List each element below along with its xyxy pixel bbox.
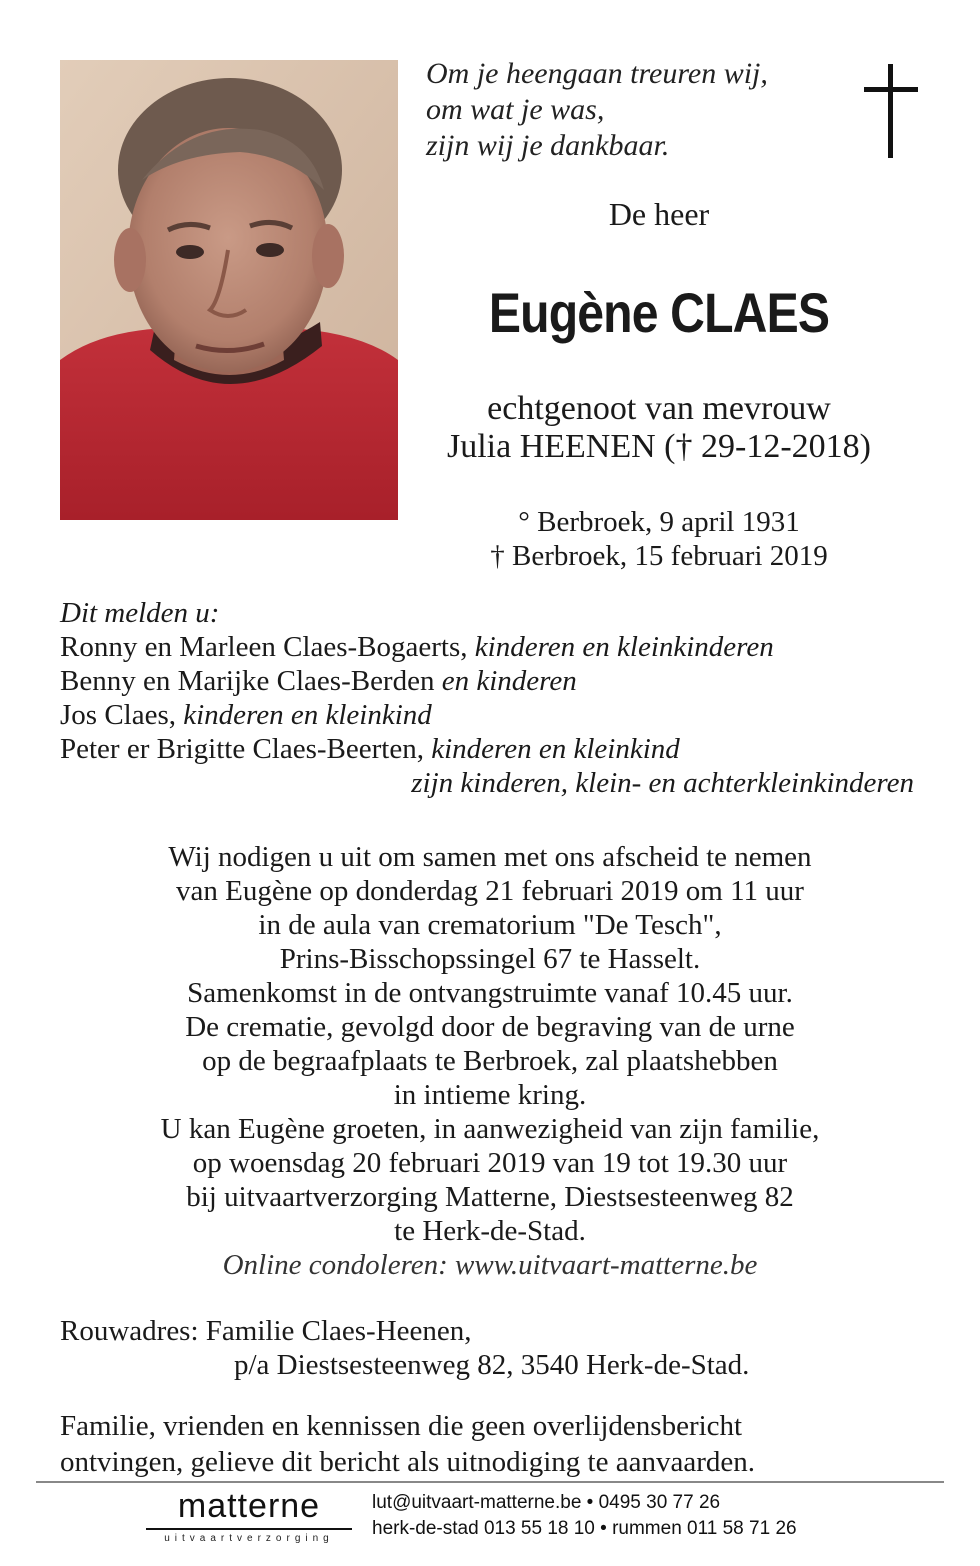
family-row [60,630,920,664]
death-date: † Berbroek, 15 februari 2019 [490,540,828,572]
company-logo [146,1486,352,1544]
invitation-line: op woensdag 20 februari 2019 van 19 tot 19.30 uur [192,1147,788,1179]
poem-line: om wat je was, [426,93,605,126]
invitation-line: te Herk-de-Stad. [394,1215,586,1247]
logo-subtitle: uitvaartverzorging [164,1533,334,1544]
family-names: Peter er Brigitte Claes-Beerten, [60,733,424,765]
birth-date: ° Berbroek, 9 april 1931 [518,506,800,538]
final-note-line: ontvingen, gelieve dit bericht als uitnodiging te aanvaarden. [60,1446,755,1478]
address-line-2: p/a Diestsesteenweg 82, 3540 Herk-de-Stad. [234,1349,750,1381]
invitation [40,840,940,1282]
family-names: Ronny en Marleen Claes-Bogaerts, [60,631,468,663]
announcement-intro: Dit melden u: [60,597,220,629]
address-line-1: Rouwadres: Familie Claes-Heenen, [60,1315,472,1347]
announcement [60,596,920,800]
invitation-line: op de begraafplaats te Berbroek, zal plaatshebben [202,1045,778,1077]
final-note [60,1408,755,1480]
family-relation: en kinderen [434,665,577,697]
poem-line: Om je heengaan treuren wij, [426,57,768,90]
deceased-name: Eugène CLAES [488,281,830,344]
family-relation: kinderen en kleinkind [423,733,680,765]
online-condolence-link[interactable]: Online condoleren: www.uitvaart-matterne.be [222,1249,758,1281]
invitation-line: in intieme kring. [393,1079,587,1111]
poem-line: zijn wij je dankbaar. [426,129,670,162]
invitation-line: Wij nodigen u uit om samen met ons afscheid te nemen [168,841,812,873]
invitation-line: Samenkomst in de ontvangstruimte vanaf 10.45 uur. [187,977,793,1009]
mourning-address [60,1314,749,1382]
invitation-line: van Eugène op donderdag 21 februari 2019 om 11 uur [176,875,804,907]
portrait-illustration [60,60,398,520]
logo-rule [146,1528,352,1530]
footer-divider [36,1481,944,1483]
poem [426,56,768,164]
logo-wordmark: matterne [177,1487,321,1525]
contact-line-2: herk-de-stad 013 55 18 10 • rummen 011 58 71 26 [372,1518,797,1539]
family-row [60,664,920,698]
spouse-line-1: echtgenoot van mevrouw [487,390,831,427]
family-row [60,732,920,766]
family-relation: kinderen en kleinkind [176,699,432,731]
life-dates [408,505,910,573]
spouse-line-2: Julia HEENEN († 29-12-2018) [447,428,871,465]
invitation-line: U kan Eugène groeten, in aanwezigheid van zijn familie, [160,1113,820,1145]
invitation-line: bij uitvaartverzorging Matterne, Diestsesteenweg 82 [186,1181,794,1213]
final-note-line: Familie, vrienden en kennissen die geen overlijdensbericht [60,1410,743,1442]
cross-icon [864,64,918,158]
spouse-info [408,390,910,466]
salutation: De heer [608,196,710,232]
portrait-photo [60,60,398,520]
footer-contact [372,1490,797,1542]
invitation-line: Prins-Bisschopssingel 67 te Hasselt. [279,943,701,975]
family-relation: kinderen en kleinkinderen [467,631,774,663]
family-names: Jos Claes, [60,699,176,731]
announcement-closing: zijn kinderen, klein- en achterkleinkinderen [411,767,914,799]
contact-line-1[interactable]: lut@uitvaart-matterne.be • 0495 30 77 26 [372,1492,721,1513]
invitation-line: De crematie, gevolgd door de begraving van de urne [185,1011,795,1043]
family-names: Benny en Marijke Claes-Berden [60,665,435,697]
family-row [60,698,920,732]
invitation-line: in de aula van crematorium "De Tesch", [258,909,722,941]
